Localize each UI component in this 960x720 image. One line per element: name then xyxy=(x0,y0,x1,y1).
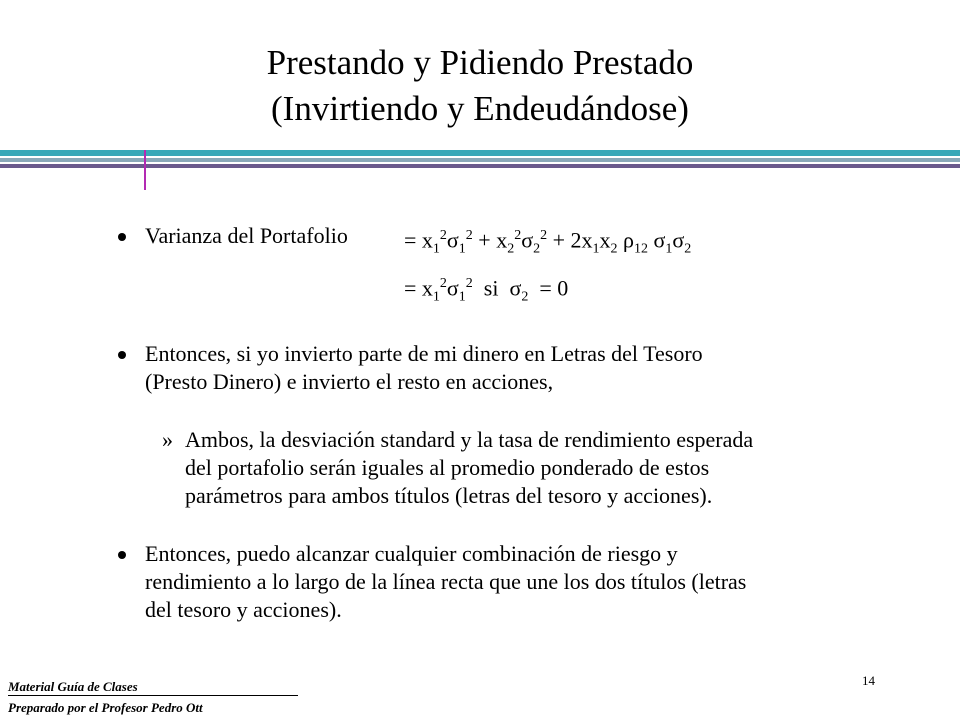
bullet3-line1: Entonces, puedo alcanzar cualquier combinación de riesgo y xyxy=(145,541,678,566)
bullet-dot xyxy=(118,551,126,559)
page-number: 14 xyxy=(862,673,875,688)
bullet3-line2: rendimiento a lo largo de la línea recta que une los dos títulos (letras xyxy=(145,569,747,594)
slide-title xyxy=(0,40,960,132)
title-line-1: Prestando y Pidiendo Prestado xyxy=(266,43,694,82)
footer-author: Preparado por el Profesor Pedro Ott xyxy=(8,700,203,715)
variance-label: Varianza del Portafolio xyxy=(145,223,348,248)
subbullet-marker: » xyxy=(162,427,173,452)
bullet3-line3: del tesoro y acciones). xyxy=(145,597,342,622)
footer-underline xyxy=(8,695,298,696)
variance-formula-full: = $x_1^2\sigma_1^2 + x_2^2\sigma_2^2 + 2x_1x_2$ $\rho_{12}$ $\sigma_1\sigma_2$ xyxy=(404,227,692,257)
subbullet-line1: Ambos, la desviación standard y la tasa de rendimiento esperada xyxy=(185,427,754,452)
bullet-dot xyxy=(118,233,126,241)
accent-vertical-line xyxy=(144,150,146,190)
bullet2-line2: (Presto Dinero) e invierto el resto en acciones, xyxy=(145,369,554,394)
variance-formula-simplified: = $x_1^2\sigma_1^2$ si $\sigma_2 = 0$ xyxy=(404,275,569,305)
subbullet-line3: parámetros para ambos títulos (letras del tesoro y acciones). xyxy=(185,483,713,508)
subbullet-line2: del portafolio serán iguales al promedio ponderado de estos xyxy=(185,455,710,480)
footer-course: Material Guía de Clases xyxy=(8,679,138,694)
bullet-dot xyxy=(118,351,126,359)
title-line-2: (Invirtiendo y Endeudándose) xyxy=(271,89,689,128)
bullet2-line1: Entonces, si yo invierto parte de mi dinero en Letras del Tesoro xyxy=(145,341,703,366)
